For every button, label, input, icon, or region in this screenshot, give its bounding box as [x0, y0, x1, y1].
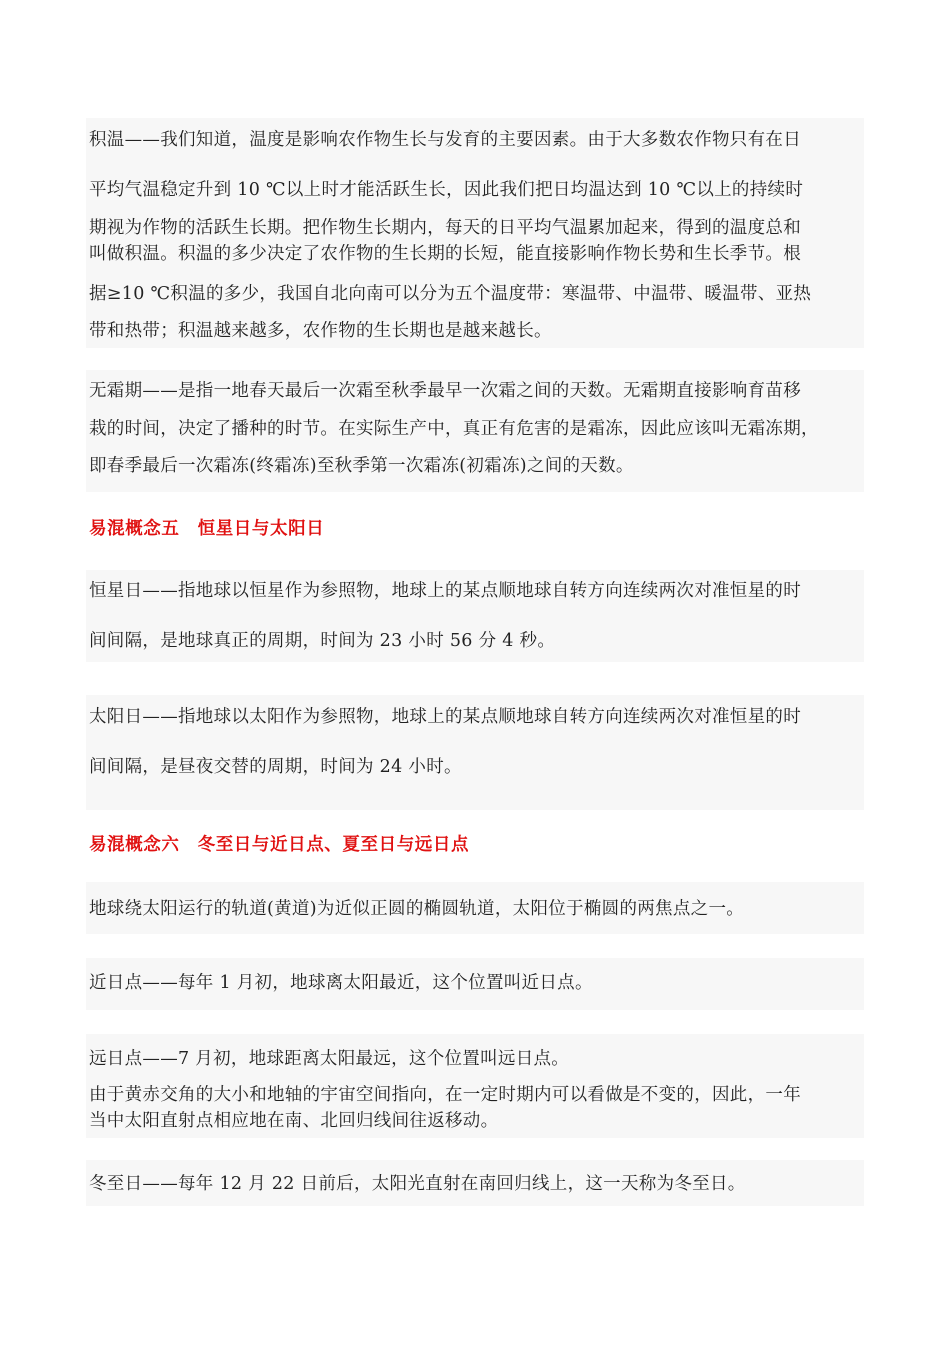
text-line: 据≥10 ℃积温的多少，我国自北向南可以分为五个温度带：寒温带、中温带、暖温带、亚热 — [89, 284, 812, 304]
paragraph-jinridian — [86, 958, 864, 1010]
paragraph-yuanridian — [86, 1034, 864, 1138]
text-line: 平均气温稳定升到 10 ℃以上时才能活跃生长，因此我们把日均温达到 10 ℃以上的持续时 — [89, 180, 804, 200]
paragraph-taiyangri — [86, 695, 864, 810]
paragraph-hengxingri — [86, 570, 864, 662]
section-heading: 易混概念五 恒星日与太阳日 — [89, 519, 325, 539]
section-heading: 易混概念六 冬至日与近日点、夏至日与远日点 — [89, 835, 470, 855]
text-line: 间间隔，是地球真正的周期，时间为 23 小时 56 分 4 秒。 — [89, 631, 556, 651]
text-line: 地球绕太阳运行的轨道(黄道)为近似正圆的椭圆轨道，太阳位于椭圆的两焦点之一。 — [89, 899, 745, 919]
text-line: 即春季最后一次霜冻(终霜冻)至秋季第一次霜冻(初霜冻)之间的天数。 — [89, 456, 634, 476]
text-line: 恒星日——指地球以恒星作为参照物，地球上的某点顺地球自转方向连续两次对准恒星的时 — [89, 581, 801, 601]
text-line: 叫做积温。积温的多少决定了农作物的生长期的长短，能直接影响作物长势和生长季节。根 — [89, 244, 801, 264]
text-line: 近日点——每年 1 月初，地球离太阳最近，这个位置叫近日点。 — [89, 973, 593, 993]
text-line: 由于黄赤交角的大小和地轴的宇宙空间指向，在一定时期内可以看做是不变的，因此，一年 — [89, 1085, 801, 1105]
paragraph-wushuangqi — [86, 370, 864, 492]
text-line: 无霜期——是指一地春天最后一次霜至秋季最早一次霜之间的天数。无霜期直接影响育苗移 — [89, 381, 801, 401]
paragraph-guidao — [86, 882, 864, 934]
text-line: 远日点——7 月初，地球距离太阳最远，这个位置叫远日点。 — [89, 1049, 570, 1069]
text-line: 期视为作物的活跃生长期。把作物生长期内，每天的日平均气温累加起来，得到的温度总和 — [89, 218, 801, 238]
text-line: 冬至日——每年 12 月 22 日前后，太阳光直射在南回归线上，这一天称为冬至日。 — [89, 1174, 746, 1194]
text-line: 积温——我们知道，温度是影响农作物生长与发育的主要因素。由于大多数农作物只有在日 — [89, 130, 801, 150]
text-line: 栽的时间，决定了播种的时节。在实际生产中，真正有危害的是霜冻，因此应该叫无霜冻期， — [89, 419, 819, 439]
paragraph-jiwen — [86, 118, 864, 348]
text-line: 当中太阳直射点相应地在南、北回归线间往返移动。 — [89, 1111, 499, 1131]
text-line: 带和热带；积温越来越多，农作物的生长期也是越来越长。 — [89, 321, 552, 341]
text-line: 间间隔，是昼夜交替的周期，时间为 24 小时。 — [89, 757, 462, 777]
paragraph-dongzhiri — [86, 1160, 864, 1206]
text-line: 太阳日——指地球以太阳作为参照物，地球上的某点顺地球自转方向连续两次对准恒星的时 — [89, 707, 801, 727]
